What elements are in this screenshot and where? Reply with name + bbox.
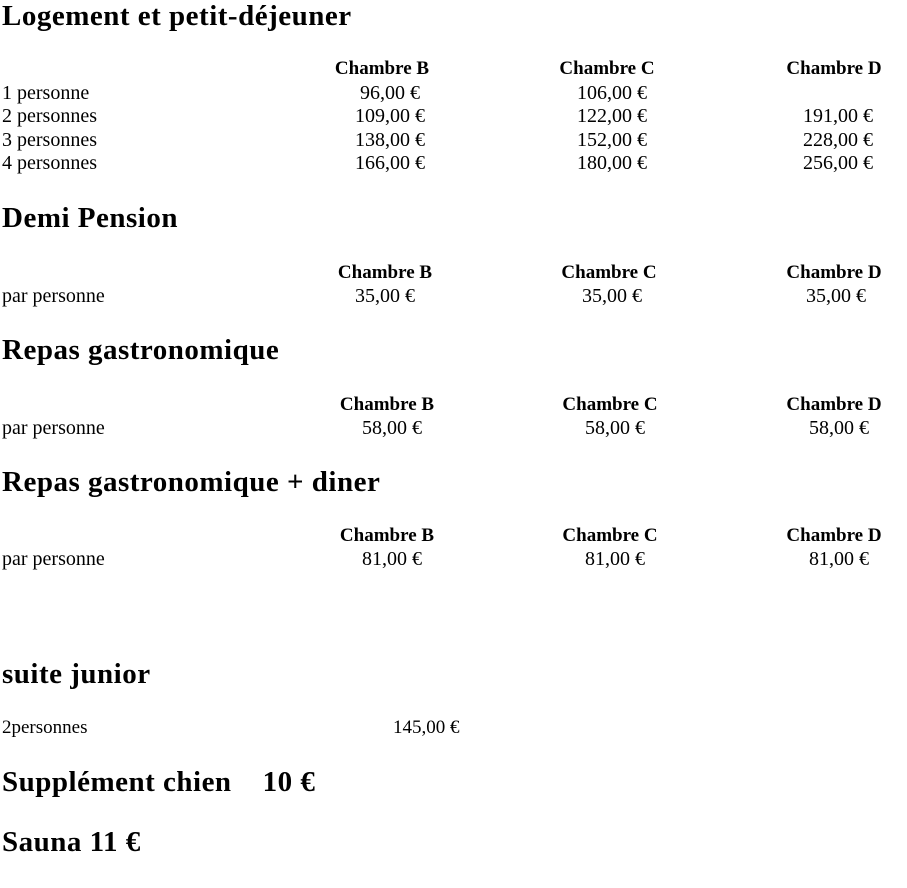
suite-price: 145,00 €: [393, 717, 460, 738]
price-cell: 228,00 €: [803, 129, 873, 151]
column-header-chambre-d: Chambre D: [786, 58, 882, 79]
row-label: 4 personnes: [2, 152, 97, 174]
price-cell: 122,00 €: [577, 105, 647, 127]
column-header-chambre-b: Chambre B: [339, 525, 435, 546]
price-cell: 96,00 €: [360, 82, 420, 104]
column-header-chambre-b: Chambre B: [339, 394, 435, 415]
column-header-chambre-c: Chambre C: [561, 262, 657, 283]
price-cell: 191,00 €: [803, 105, 873, 127]
column-header-chambre-d: Chambre D: [786, 394, 882, 415]
price-cell: 152,00 €: [577, 129, 647, 151]
section-title-repas-gastronomique: Repas gastronomique: [2, 334, 280, 366]
row-label: 3 personnes: [2, 129, 97, 151]
price-cell: 109,00 €: [355, 105, 425, 127]
column-header-chambre-d: Chambre D: [786, 262, 882, 283]
price-cell: 81,00 €: [362, 548, 422, 570]
column-header-chambre-b: Chambre B: [334, 58, 430, 79]
price-cell: 35,00 €: [582, 285, 642, 307]
price-cell: 166,00 €: [355, 152, 425, 174]
sauna-price: Sauna 11 €: [2, 826, 141, 858]
section-title-suite-junior: suite junior: [2, 658, 151, 690]
price-cell: 256,00 €: [803, 152, 873, 174]
section-title-demi-pension: Demi Pension: [2, 202, 178, 234]
price-cell: 35,00 €: [806, 285, 866, 307]
price-cell: 58,00 €: [809, 417, 869, 439]
column-header-chambre-c: Chambre C: [559, 58, 655, 79]
column-header-chambre-c: Chambre C: [562, 394, 658, 415]
column-header-chambre-b: Chambre B: [337, 262, 433, 283]
row-label: 2 personnes: [2, 105, 97, 127]
row-label: par personne: [2, 548, 105, 570]
column-header-chambre-c: Chambre C: [562, 525, 658, 546]
price-cell: 180,00 €: [577, 152, 647, 174]
row-label: par personne: [2, 417, 105, 439]
price-cell: 35,00 €: [355, 285, 415, 307]
column-header-chambre-d: Chambre D: [786, 525, 882, 546]
row-label: 1 personne: [2, 82, 90, 104]
suite-label: 2personnes: [2, 717, 88, 738]
price-cell: 58,00 €: [362, 417, 422, 439]
price-cell: 106,00 €: [577, 82, 647, 104]
section-title-repas-diner: Repas gastronomique + diner: [2, 466, 381, 498]
row-label: par personne: [2, 285, 105, 307]
price-cell: 81,00 €: [809, 548, 869, 570]
section-title-logement: Logement et petit-déjeuner: [2, 0, 352, 32]
price-cell: 58,00 €: [585, 417, 645, 439]
price-cell: 81,00 €: [585, 548, 645, 570]
price-cell: 138,00 €: [355, 129, 425, 151]
supplement-chien: Supplément chien 10 €: [2, 766, 316, 798]
